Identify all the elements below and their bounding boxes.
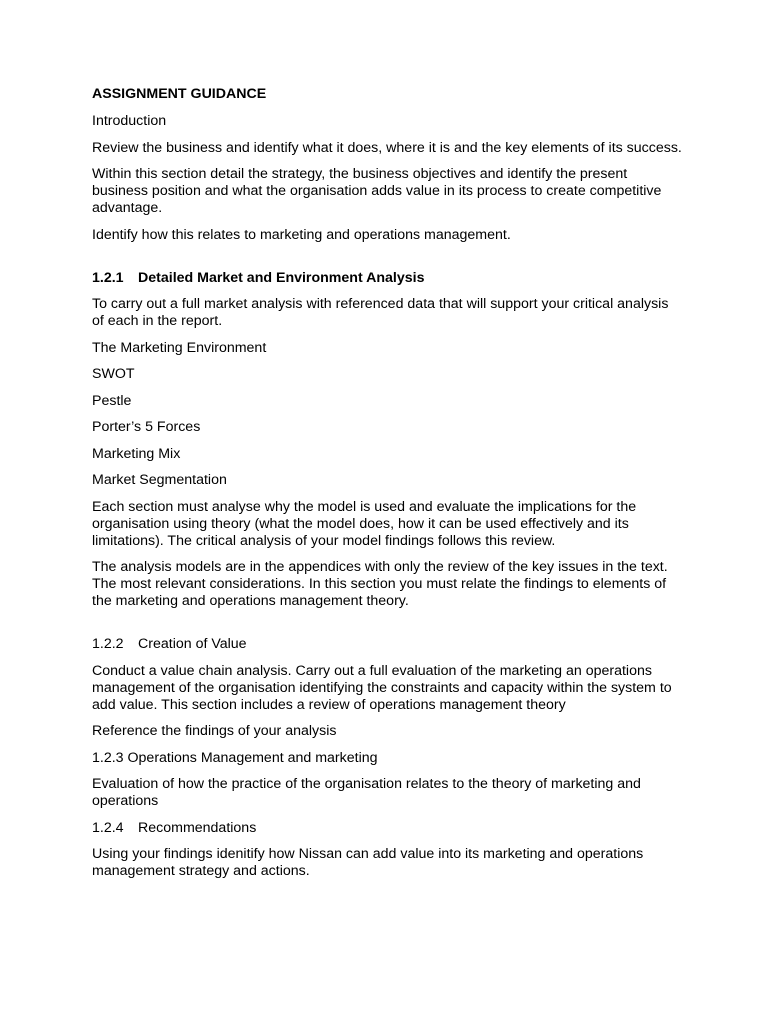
list-item: Market Segmentation [92,472,227,488]
section-1-2-2-paragraph-2: Reference the findings of your analysis [92,723,337,739]
section-1-2-3-paragraph-1: Evaluation of how the practice of the organisation relates to the theory of marketing and operations [92,776,641,809]
section-title: Detailed Market and Environment Analysis [138,269,425,286]
list-item: Pestle [92,392,132,409]
section-number: 1.2.4 [92,819,124,836]
list-item: The Marketing Environment [92,339,267,356]
list-item: Marketing Mix [92,445,181,462]
list-item: SWOT [92,366,135,382]
section-1-2-4-paragraph-1: Using your findings idenitify how Nissan can add value into its marketing and operations management strategy and actions. [92,846,644,879]
section-1-2-1-paragraph-1: To carry out a full market analysis with referenced data that will support your critical analysis of each in the report. [92,296,669,329]
list-item: Porter’s 5 Forces [92,419,201,435]
section-1-2-1-paragraph-2: Each section must analyse why the model is used and evaluate the implications for the organisation using theory (what the model does, how it can be used effectively and its limitations). The critical analysis of your model findings follows this review. [92,498,637,549]
section-title: Creation of Value [138,636,247,652]
section-1-2-1-heading [92,270,682,287]
section-number: 1.2.2 [92,636,124,652]
section-1-2-4-heading [92,820,682,837]
section-1-2-3-heading: 1.2.3 Operations Management and marketing [92,749,378,766]
intro-heading: Introduction [92,113,167,129]
section-title: Recommendations [138,819,257,836]
document-title: ASSIGNMENT GUIDANCE [92,86,267,102]
section-1-2-1-paragraph-3: The analysis models are in the appendices with only the review of the key issues in the text. The most relevant considerations. In this section you must relate the findings to elements of the marketing and operations management theory. [92,559,668,609]
section-number: 1.2.1 [92,269,124,286]
document-page [92,86,682,890]
intro-paragraph-3: Identify how this relates to marketing and operations management. [92,226,511,243]
section-1-2-2-heading [92,636,682,653]
intro-paragraph-2: Within this section detail the strategy, the business objectives and identify the present business position and what the organisation adds value in its process to create competitive advantage. [92,166,662,216]
section-1-2-2-paragraph-1: Conduct a value chain analysis. Carry out a full evaluation of the marketing an operations management of the organisation identifying the constraints and capacity within the system to add value. This section includes a review of operations management theory [92,662,672,713]
intro-paragraph-1: Review the business and identify what it does, where it is and the key elements of its success. [92,139,682,156]
